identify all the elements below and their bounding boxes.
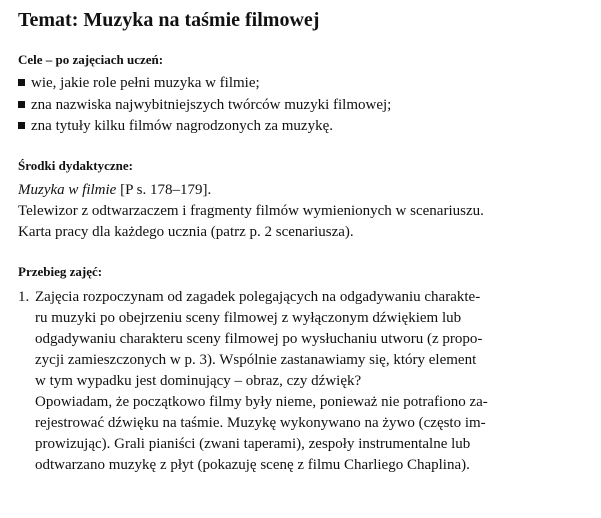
goals-list-item [18,95,593,117]
document-title: Temat: Muzyka na taśmie filmowej [18,9,320,31]
means-book-line [18,180,593,201]
goals-item-text: zna tytuły kilku filmów nagrodzonych za muzykę. [31,118,333,134]
goals-list-item [18,73,593,95]
means-line: Telewizor z odtwarzaczem i fragmenty filmów wymienionych w scenariuszu. [18,202,484,219]
item-number: 1. [18,288,30,305]
course-line: prowizując). Grali pianiści (zwani taperami), zespoły instrumentalne lub [35,435,471,452]
book-reference: [P s. 178–179]. [116,181,212,198]
goals-item-text: zna nazwiska najwybitniejszych twórców muzyki filmowej; [31,96,392,113]
book-title: Muzyka w filmie [18,181,117,198]
course-item-1 [18,287,593,476]
course-line: zycji zamieszczonych w p. 3). Wspólnie zastanawiamy się, który element [35,351,477,368]
square-bullet-icon [18,101,25,108]
course-line: Opowiadam, że początkowo filmy były nieme, ponieważ nie potrafiono za- [35,393,488,410]
means-line: Karta pracy dla każdego ucznia (patrz p. 2 scenariusza). [18,223,354,240]
square-bullet-icon [18,122,25,129]
goals-list-item [18,116,593,138]
course-line: rejestrować dźwięku na taśmie. Muzykę wykonywano na żywo (często im- [35,414,486,431]
course-line [18,287,593,308]
means-heading: Środki dydaktyczne: [18,157,133,173]
course-line: w tym wypadku jest dominujący – obraz, czy dźwięk? [35,372,362,389]
square-bullet-icon [18,79,25,86]
goals-item-text: wie, jakie role pełni muzyka w filmie; [31,75,260,91]
course-heading: Przebieg zajęć: [18,263,103,279]
course-line: odtwarzano muzykę z płyt (pokazuję scenę z filmu Charliego Chaplina). [35,456,470,473]
document-page [18,8,593,476]
goals-heading: Cele – po zajęciach uczeń: [18,52,164,67]
goals-list [18,73,593,138]
course-line-text: Zajęcia rozpoczynam od zagadek polegających na odgadywaniu charakte- [35,288,481,305]
course-line: ru muzyki po obejrzeniu sceny filmowej z wyłączonym dźwiękiem lub [35,309,462,326]
means-block [18,180,593,243]
course-line: odgadywaniu charakteru sceny filmowej po wysłuchaniu utworu (z propo- [35,330,483,347]
